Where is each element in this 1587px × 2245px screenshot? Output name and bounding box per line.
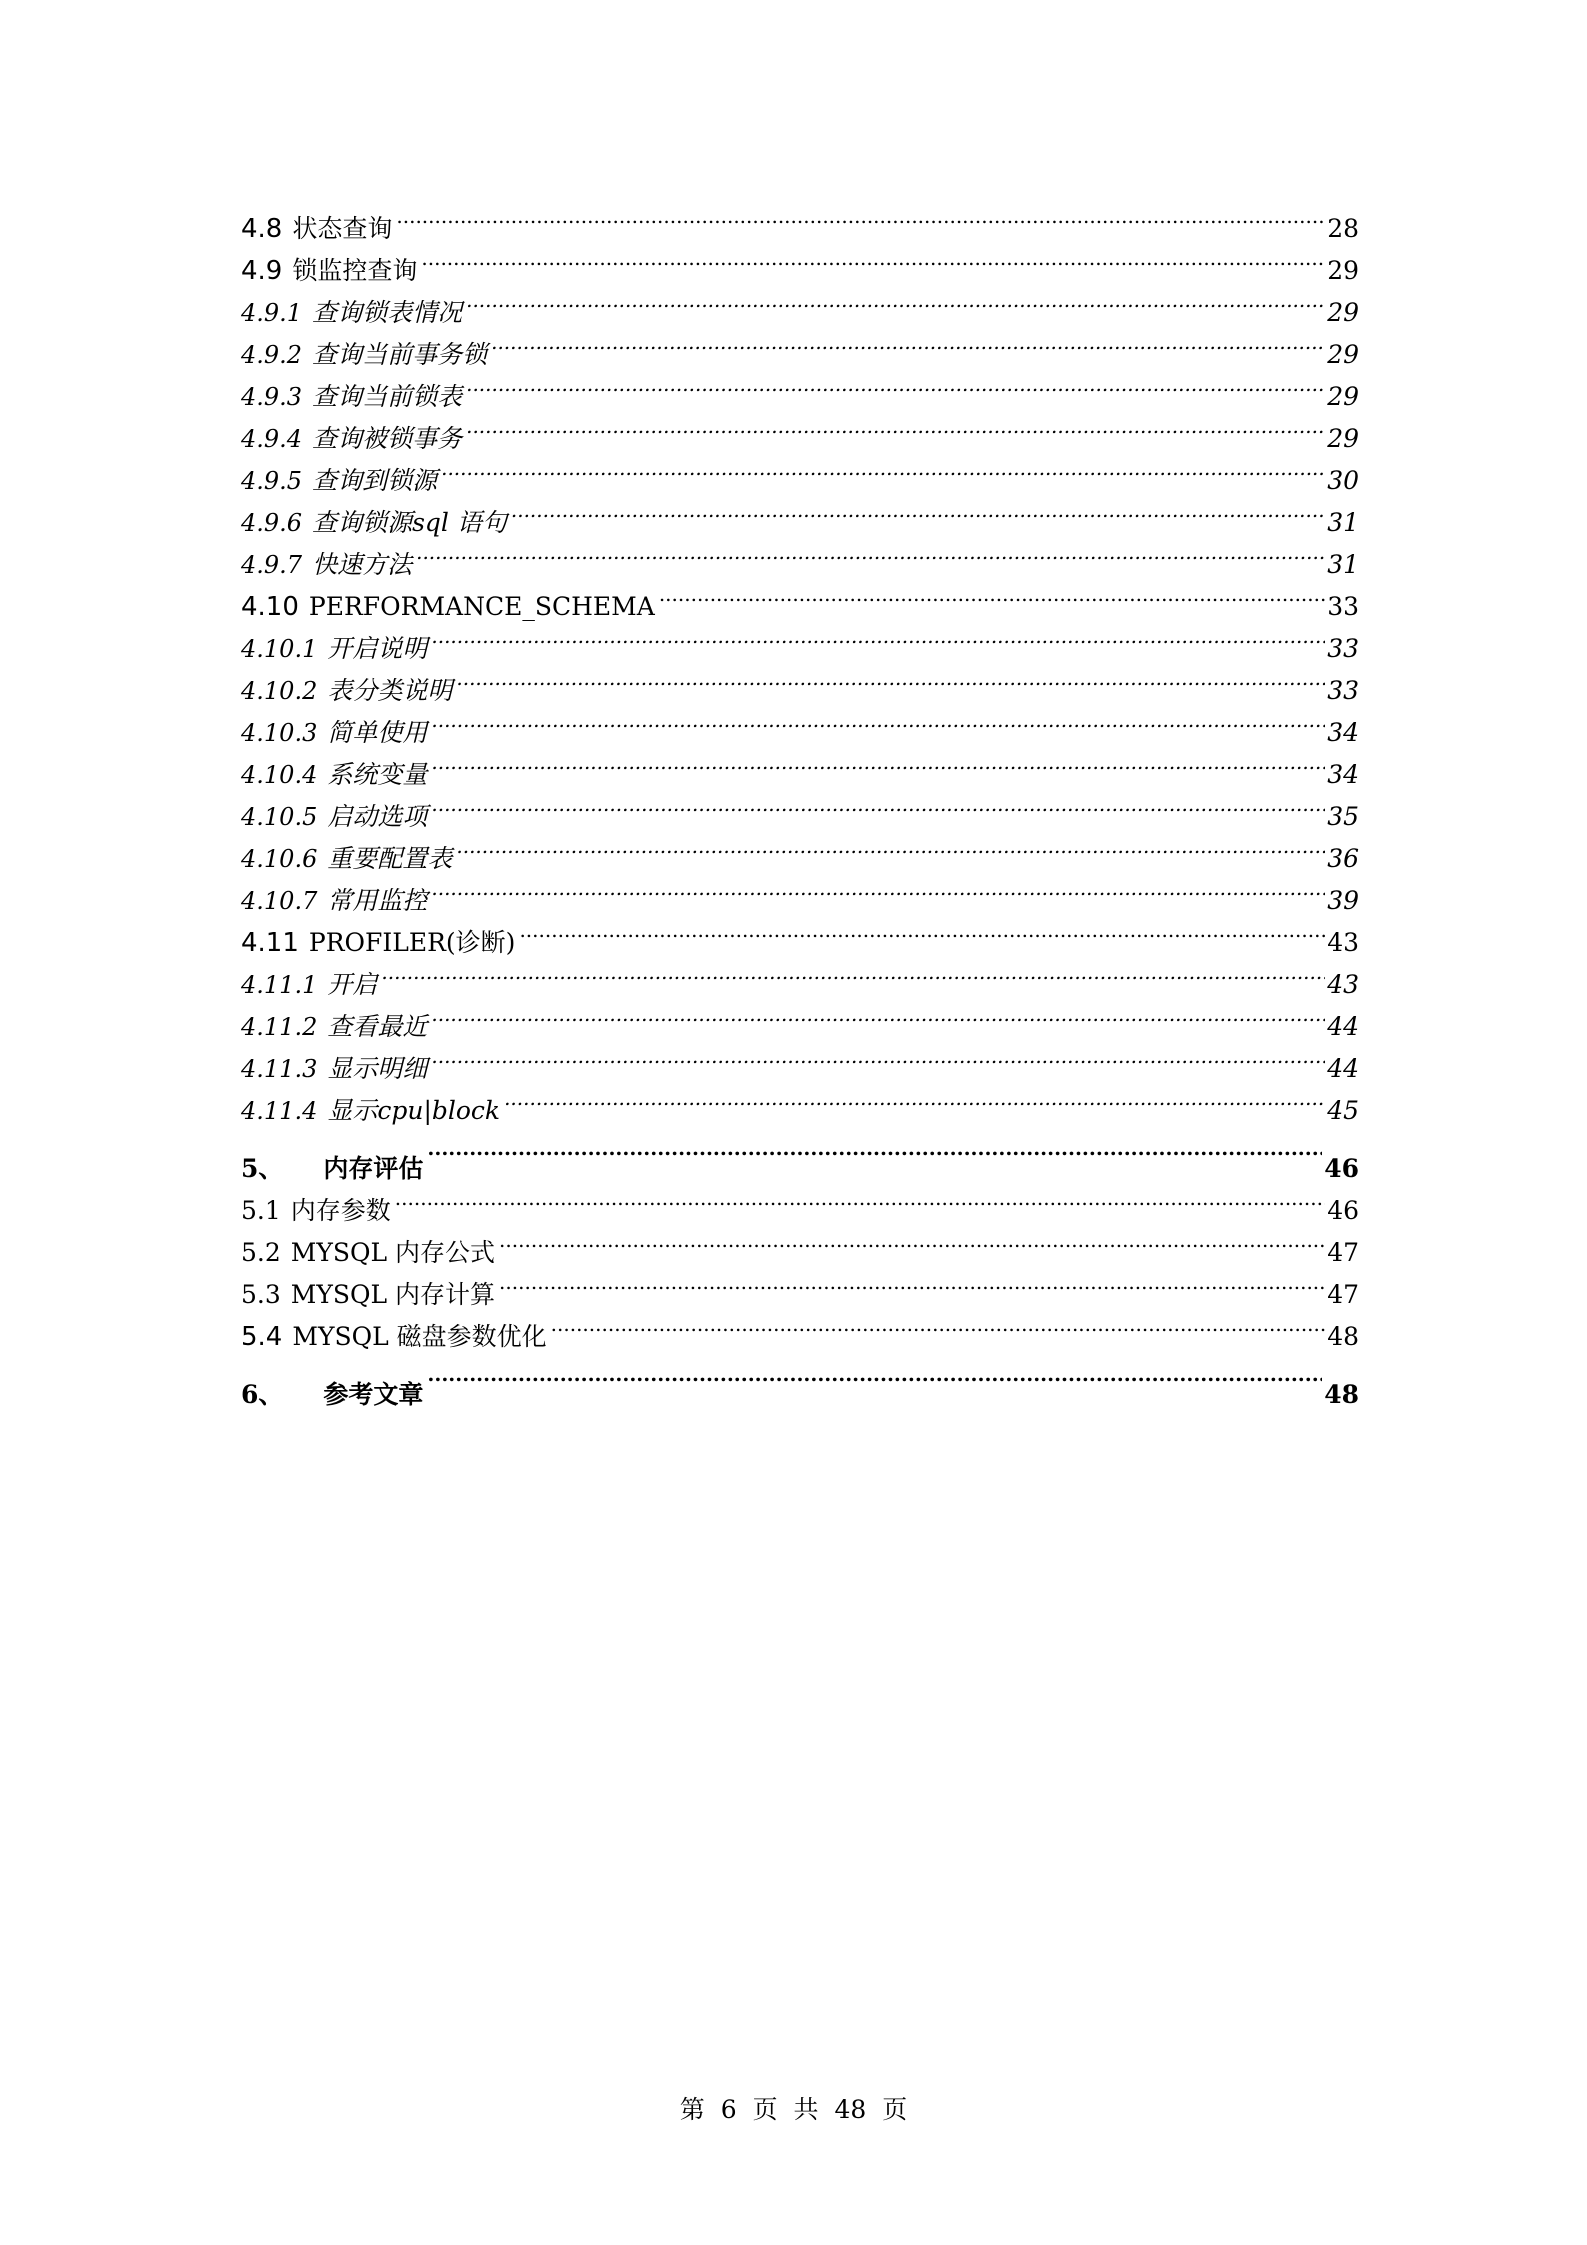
toc-entry-number: 4.11.1 — [241, 971, 318, 999]
toc-dot-leader — [431, 783, 1325, 825]
toc-dot-leader — [466, 363, 1325, 405]
toc-dot-leader — [431, 867, 1325, 909]
toc-entry-number: 5.2 — [241, 1238, 281, 1267]
page-footer: 第 6 页 共 48 页 — [679, 2095, 908, 2124]
toc-dot-leader — [456, 657, 1325, 699]
toc-entry-number: 6、 — [241, 1380, 284, 1409]
toc-entry-number: 4.10.5 — [241, 803, 318, 831]
toc-entry-page-number: 34 — [1327, 760, 1359, 789]
toc-entry-title: 内存参数 — [290, 1196, 391, 1225]
toc-entry-number: 4.10.2 — [241, 677, 318, 705]
toc-entry-number: 4.10.4 — [241, 761, 318, 789]
toc-dot-leader — [659, 573, 1325, 615]
toc-dot-leader — [551, 1303, 1326, 1345]
toc-entry-number: 4.11.4 — [241, 1097, 318, 1125]
toc-entry-number: 4.11.2 — [241, 1013, 318, 1041]
toc-entry-page-number: 33 — [1327, 634, 1359, 663]
toc-entry[interactable] — [241, 951, 1359, 999]
toc-entry-title: 开启 — [327, 970, 378, 999]
toc-entry-number: 4.9.6 — [241, 509, 303, 537]
toc-dot-leader — [519, 909, 1325, 951]
toc-entry-page-number: 29 — [1327, 298, 1359, 327]
toc-entry-title: 查询锁表情况 — [312, 298, 463, 327]
toc-entry-page-number: 46 — [1324, 1154, 1359, 1183]
toc-entry-page-number: 29 — [1327, 256, 1359, 285]
toc-entry-title: 查询当前事务锁 — [312, 340, 488, 369]
toc-entry-title: 开启说明 — [327, 634, 428, 663]
toc-entry[interactable] — [241, 1177, 1359, 1225]
toc-entry-number: 5.4 — [241, 1322, 283, 1352]
toc-entry-page-number: 44 — [1327, 1012, 1359, 1041]
toc-dot-leader — [431, 699, 1325, 741]
toc-entry-title: 内存评估 — [323, 1154, 424, 1183]
toc-dot-leader — [431, 1035, 1325, 1077]
toc-entry-title: MYSQL 磁盘参数优化 — [292, 1322, 547, 1351]
toc-entry-title: PERFORMANCE_SCHEMA — [308, 592, 655, 621]
toc-entry-page-number: 29 — [1327, 382, 1359, 411]
toc-entry-number: 4.9.5 — [241, 467, 303, 495]
toc-entry-number: 5、 — [241, 1154, 284, 1183]
toc-entry-page-number: 44 — [1327, 1054, 1359, 1083]
toc-entry-page-number: 39 — [1327, 886, 1359, 915]
toc-dot-leader — [431, 993, 1325, 1035]
toc-dot-leader — [427, 1345, 1322, 1403]
toc-entry-page-number: 48 — [1324, 1380, 1359, 1409]
toc-entry-title: 查询到锁源 — [312, 466, 438, 495]
toc-entry-title: MYSQL 内存公式 — [290, 1238, 496, 1267]
toc-entry-page-number: 45 — [1327, 1096, 1359, 1125]
toc-entry-number: 4.9.1 — [241, 299, 303, 327]
toc-entry[interactable] — [241, 237, 1359, 286]
toc-entry-page-number: 31 — [1327, 550, 1359, 579]
toc-dot-leader — [381, 951, 1325, 993]
toc-dot-leader — [427, 1119, 1322, 1177]
toc-entry-page-number: 34 — [1327, 718, 1359, 747]
toc-entry-page-number: 48 — [1327, 1322, 1359, 1351]
toc-dot-leader — [421, 237, 1325, 279]
toc-entry-title: 简单使用 — [327, 718, 428, 747]
toc-entry-page-number: 43 — [1327, 970, 1359, 999]
toc-entry-number: 4.10.7 — [241, 887, 318, 915]
toc-entry-title: PROFILER(诊断) — [308, 928, 516, 957]
toc-dot-leader — [396, 195, 1325, 237]
toc-entry-number: 4.10.1 — [241, 635, 318, 663]
toc-dot-leader — [491, 321, 1325, 363]
toc-entry-number: 4.9.7 — [241, 551, 303, 579]
toc-entry-page-number: 47 — [1327, 1280, 1359, 1309]
toc-entry-page-number: 33 — [1327, 592, 1359, 621]
toc-entry-number: 4.11.3 — [241, 1055, 318, 1083]
toc-entry-number: 4.10.3 — [241, 719, 318, 747]
toc-entry-page-number: 31 — [1327, 508, 1359, 537]
toc-entry-title: 状态查询 — [292, 214, 393, 243]
toc-dot-leader — [504, 1077, 1325, 1119]
toc-entry-page-number: 30 — [1327, 466, 1359, 495]
toc-entry-number: 5.3 — [241, 1280, 281, 1309]
toc-entry[interactable] — [241, 993, 1359, 1041]
toc-entry-number: 4.9 — [241, 256, 283, 286]
toc-entry[interactable] — [241, 1219, 1359, 1267]
toc-entry-title: 显示cpu|block — [327, 1096, 501, 1125]
toc-entry-page-number: 47 — [1327, 1238, 1359, 1267]
toc-entry-page-number: 33 — [1327, 676, 1359, 705]
toc-dot-leader — [456, 825, 1325, 867]
toc-entry-number: 5.1 — [241, 1196, 281, 1225]
toc-dot-leader — [431, 615, 1325, 657]
toc-entry-title: 查询当前锁表 — [312, 382, 463, 411]
toc-dot-leader — [416, 531, 1325, 573]
toc-entry-page-number: 35 — [1327, 802, 1359, 831]
toc-dot-leader — [395, 1177, 1325, 1219]
toc-entry-number: 4.11 — [241, 928, 299, 958]
toc-entry-page-number: 36 — [1327, 844, 1359, 873]
toc-entry-title: 重要配置表 — [327, 844, 453, 873]
toc-entry-title: 表分类说明 — [327, 676, 453, 705]
toc-entry-page-number: 29 — [1327, 424, 1359, 453]
toc-entry-page-number: 29 — [1327, 340, 1359, 369]
toc-entry-title: 显示明细 — [327, 1054, 428, 1083]
toc-dot-leader — [511, 489, 1325, 531]
table-of-contents — [241, 195, 1359, 1409]
toc-dot-leader — [431, 741, 1325, 783]
toc-entry-page-number: 43 — [1327, 928, 1359, 957]
toc-entry-title: MYSQL 内存计算 — [290, 1280, 496, 1309]
toc-entry-title: 锁监控查询 — [292, 256, 418, 285]
toc-entry-title: 快速方法 — [312, 550, 413, 579]
toc-entry-page-number: 46 — [1327, 1196, 1359, 1225]
toc-entry-number: 4.8 — [241, 214, 283, 244]
toc-entry-title: 系统变量 — [327, 760, 428, 789]
toc-entry-number: 4.10 — [241, 592, 299, 622]
toc-entry-title: 启动选项 — [327, 802, 428, 831]
toc-entry-page-number: 28 — [1327, 214, 1359, 243]
toc-dot-leader — [466, 279, 1325, 321]
toc-entry-title: 查询被锁事务 — [312, 424, 463, 453]
toc-entry-title: 查询锁源sql 语句 — [312, 508, 507, 537]
toc-entry-number: 4.9.2 — [241, 341, 303, 369]
toc-entry-number: 4.9.3 — [241, 383, 303, 411]
toc-entry-title: 参考文章 — [323, 1380, 424, 1409]
toc-dot-leader — [499, 1261, 1325, 1303]
toc-dot-leader — [441, 447, 1325, 489]
toc-entry-number: 4.10.6 — [241, 845, 318, 873]
toc-entry-number: 4.9.4 — [241, 425, 303, 453]
toc-dot-leader — [466, 405, 1325, 447]
toc-entry[interactable] — [241, 195, 1359, 244]
toc-dot-leader — [499, 1219, 1325, 1261]
toc-entry-title: 查看最近 — [327, 1012, 428, 1041]
toc-entry-title: 常用监控 — [327, 886, 428, 915]
